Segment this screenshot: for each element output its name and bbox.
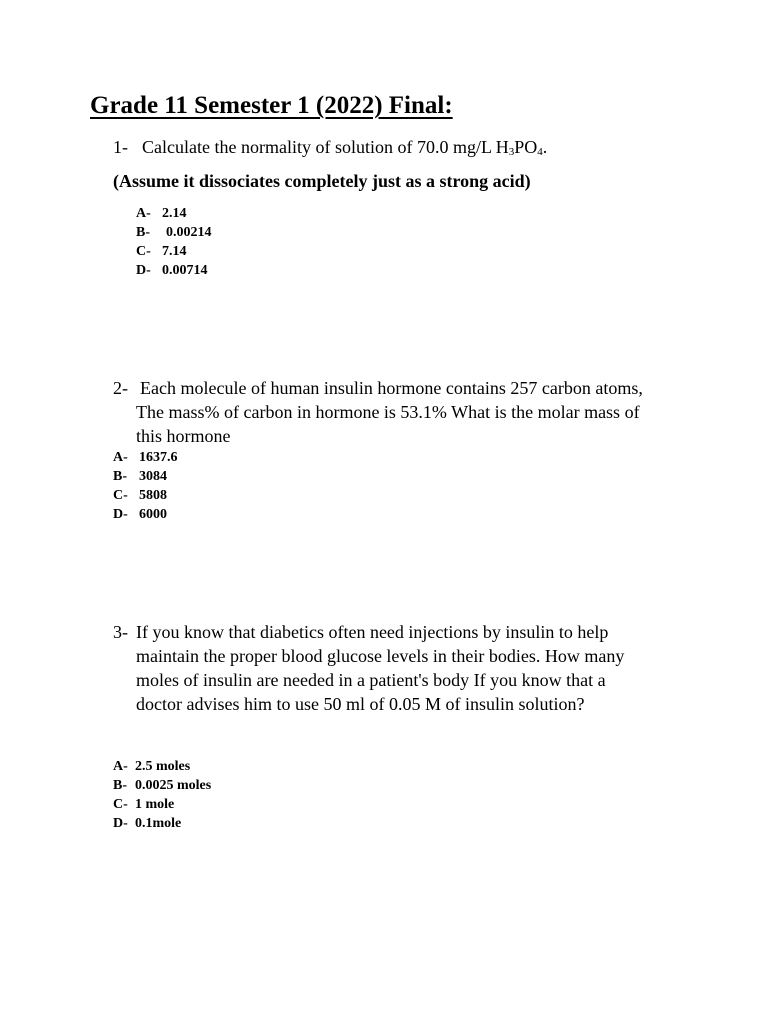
- question-text-main: Calculate the normality of solution of 70.0 mg/L H: [142, 137, 509, 157]
- question-number: 1-: [113, 137, 128, 157]
- option-c[interactable]: [113, 795, 363, 814]
- question-number: 2-: [113, 378, 128, 398]
- question-text: [136, 620, 706, 716]
- question-line: The mass% of carbon in hormone is 53.1% What is the molar mass of: [136, 402, 640, 422]
- option-value: 6000: [139, 507, 167, 522]
- formula-part: .: [542, 137, 548, 157]
- options-list-3: [113, 757, 363, 833]
- option-value: 2.5 moles: [135, 759, 191, 774]
- option-value: 0.00214: [166, 225, 212, 240]
- option-letter: D-: [113, 507, 128, 522]
- option-value: 7.14: [162, 244, 187, 259]
- question-1: [113, 135, 713, 159]
- option-letter: D-: [136, 263, 151, 278]
- option-d[interactable]: [136, 261, 336, 280]
- option-c[interactable]: [113, 486, 313, 505]
- question-2: [113, 376, 713, 448]
- subscript: 3: [508, 146, 515, 158]
- options-list-1: [136, 204, 336, 280]
- option-letter: B-: [113, 469, 127, 484]
- question-3: [113, 620, 713, 716]
- option-value: 1637.6: [139, 450, 178, 465]
- option-letter: C-: [136, 244, 151, 259]
- option-value: 0.1mole: [135, 816, 182, 831]
- option-value: 2.14: [162, 206, 187, 221]
- option-letter: A-: [113, 450, 128, 465]
- option-letter: B-: [113, 778, 127, 793]
- option-letter: D-: [113, 816, 128, 831]
- option-letter: C-: [113, 488, 128, 503]
- option-value: 0.0025 moles: [135, 778, 212, 793]
- option-a[interactable]: [113, 757, 363, 776]
- option-letter: B-: [136, 225, 150, 240]
- option-a[interactable]: [136, 204, 336, 223]
- formula-part: PO: [514, 137, 538, 157]
- option-value: 0.00714: [162, 263, 208, 278]
- question-line: this hormone: [136, 426, 231, 446]
- option-c[interactable]: [136, 242, 336, 261]
- options-list-2: [113, 448, 313, 524]
- page-title: Grade 11 Semester 1 (2022) Final:: [90, 92, 453, 119]
- option-value: 5808: [139, 488, 167, 503]
- question-line: maintain the proper blood glucose levels in their bodies. How many: [136, 646, 625, 666]
- option-d[interactable]: [113, 505, 313, 524]
- option-a[interactable]: [113, 448, 313, 467]
- question-line: doctor advises him to use 50 ml of 0.05 M of insulin solution?: [136, 694, 585, 714]
- option-letter: A-: [113, 759, 128, 774]
- option-letter: A-: [136, 206, 151, 221]
- question-line: If you know that diabetics often need injections by insulin to help: [136, 622, 609, 642]
- option-value: 3084: [139, 469, 167, 484]
- option-b[interactable]: [136, 223, 336, 242]
- option-d[interactable]: [113, 814, 363, 833]
- option-b[interactable]: [113, 776, 363, 795]
- question-number: 3-: [113, 622, 128, 642]
- subscript: 4: [537, 146, 543, 158]
- option-letter: C-: [113, 797, 128, 812]
- question-line: Each molecule of human insulin hormone contains 257 carbon atoms,: [140, 378, 643, 398]
- option-b[interactable]: [113, 467, 313, 486]
- option-value: 1 mole: [135, 797, 175, 812]
- question-text: [142, 135, 547, 159]
- question-line: moles of insulin are needed in a patient's body If you know that a: [136, 670, 606, 690]
- question-text: [136, 376, 706, 448]
- question-note: (Assume it dissociates completely just as a strong acid): [113, 171, 531, 191]
